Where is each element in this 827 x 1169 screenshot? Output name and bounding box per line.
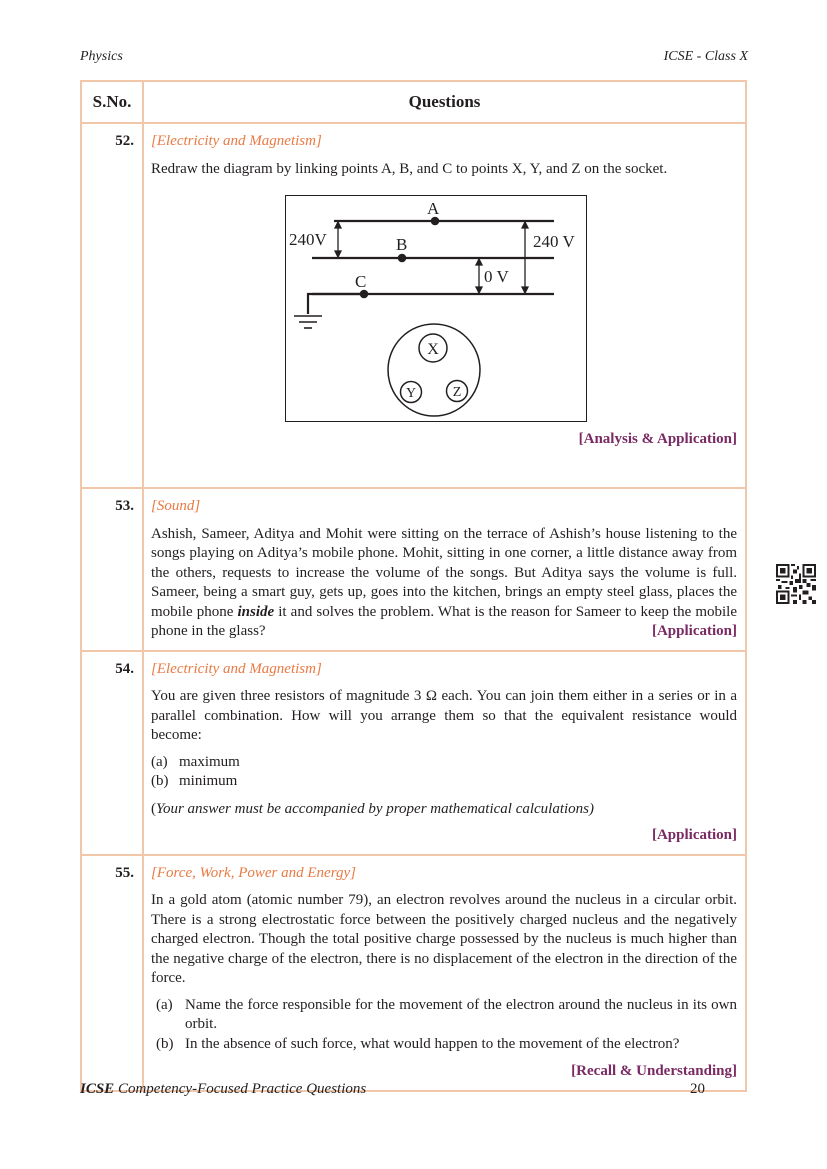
option-item [151, 1035, 737, 1055]
option-label: (a) [151, 753, 168, 770]
qr-code-icon[interactable] [776, 564, 816, 604]
point-a-label: A [427, 199, 440, 218]
footer-series-bold: ICSE [80, 1081, 115, 1097]
option-item [151, 996, 737, 1035]
topic-label: [Electricity and Magnetism] [151, 133, 322, 149]
question-text-part: it and solves the problem. What is the reason for Sameer to keep the mobile phone in the glass? [151, 603, 737, 639]
footer-series-rest: Competency-Focused Practice Questions [114, 1081, 367, 1097]
option-label: (a) [156, 996, 173, 1013]
voltage-mid-label: 0 V [484, 267, 509, 286]
question-row-54 [81, 651, 746, 855]
socket-outline [388, 324, 480, 416]
skill-tag: [Analysis & Application] [578, 431, 737, 447]
question-number: 52. [81, 123, 143, 488]
question-number: 55. [81, 855, 143, 1091]
socket-z-label: Z [452, 385, 462, 400]
header-board: ICSE - Class X [663, 49, 748, 64]
question-text: Redraw the diagram by linking points A, B, and C to points X, Y, and Z on the socket. [151, 160, 668, 177]
figure-wrap [151, 195, 737, 430]
header-subject: Physics [80, 49, 123, 64]
footer-series [80, 1081, 366, 1098]
option-label: (b) [156, 1035, 174, 1052]
col-questions-header: Questions [143, 81, 746, 123]
question-text-part: Ashish, Sameer, Aditya and Mohit were sitting on the terrace of Ashish’s house listening to the songs playing on Aditya’s mobile phone. Mohit, sitting in one corner, a little distance away from the others, requests to increase the volume of the songs. But Aditya says the volume is full. Sameer, being a smart guy, gets up, goes into the kitchen, brings an empty steel glass, places the mobile phone [151, 525, 737, 620]
option-label: (b) [151, 773, 169, 789]
question-cell [143, 488, 746, 651]
question-cell [143, 651, 746, 855]
note-open-paren: ( [151, 800, 156, 817]
question-cell [143, 123, 746, 488]
table-header-row [81, 81, 746, 123]
socket-x-label: X [427, 341, 439, 358]
topic-label: [Electricity and Magnetism] [151, 660, 322, 677]
voltage-left-label: 240V [289, 230, 327, 249]
option-text: minimum [179, 773, 238, 789]
voltage-right-label: 240 V [533, 232, 575, 251]
topic-label: [Force, Work, Power and Energy] [151, 864, 356, 881]
option-item [151, 753, 737, 773]
questions-table [80, 80, 747, 1092]
question-number: 54. [81, 651, 143, 855]
options-list [151, 753, 737, 792]
emphasis-word: inside [237, 603, 275, 620]
question-text: You are given three resistors of magnitude 3 Ω each. You can join them either in a series or in a parallel combination. How will you arrange them so that the equivalent resistance would become: [151, 688, 737, 743]
point-b-dot [398, 254, 407, 263]
point-b-label: B [396, 235, 408, 254]
note-text: Your answer must be accompanied by proper mathematical calculations) [156, 800, 595, 817]
col-sno-header: S.No. [81, 81, 143, 123]
question-row-52 [81, 123, 746, 488]
socket-wiring-diagram [285, 195, 587, 422]
option-text: Name the force responsible for the movement of the electron around the nucleus in its own orbit. [185, 996, 737, 1032]
skill-tag: [Recall & Understanding] [571, 1063, 737, 1079]
skill-tag: [Application] [651, 827, 737, 843]
question-text: In a gold atom (atomic number 79), an electron revolves around the nucleus in a circular orbit. There is a strong electrostatic force between the positively charged nucleus and the negatively charged electron. Though the total positive charge possessed by the nucleus is much higher than the negative charge of the electron, there is no displacement of the electron in the direction of the force. [151, 892, 737, 986]
option-text: maximum [179, 753, 240, 770]
option-text: In the absence of such force, what would happen to the movement of the electron? [185, 1035, 680, 1052]
point-c-label: C [355, 272, 367, 291]
socket-y-label: Y [405, 386, 417, 401]
page-number: 20 [690, 1081, 705, 1097]
earth-wire [308, 294, 364, 314]
question-cell [143, 855, 746, 1091]
question-row-53 [81, 488, 746, 651]
question-row-55 [81, 855, 746, 1091]
options-list [151, 996, 737, 1055]
question-text [151, 525, 737, 642]
skill-tag: [Application] [651, 623, 737, 639]
topic-label: [Sound] [151, 498, 201, 514]
instruction-note [151, 800, 737, 820]
option-item [151, 772, 737, 792]
question-number: 53. [81, 488, 143, 651]
